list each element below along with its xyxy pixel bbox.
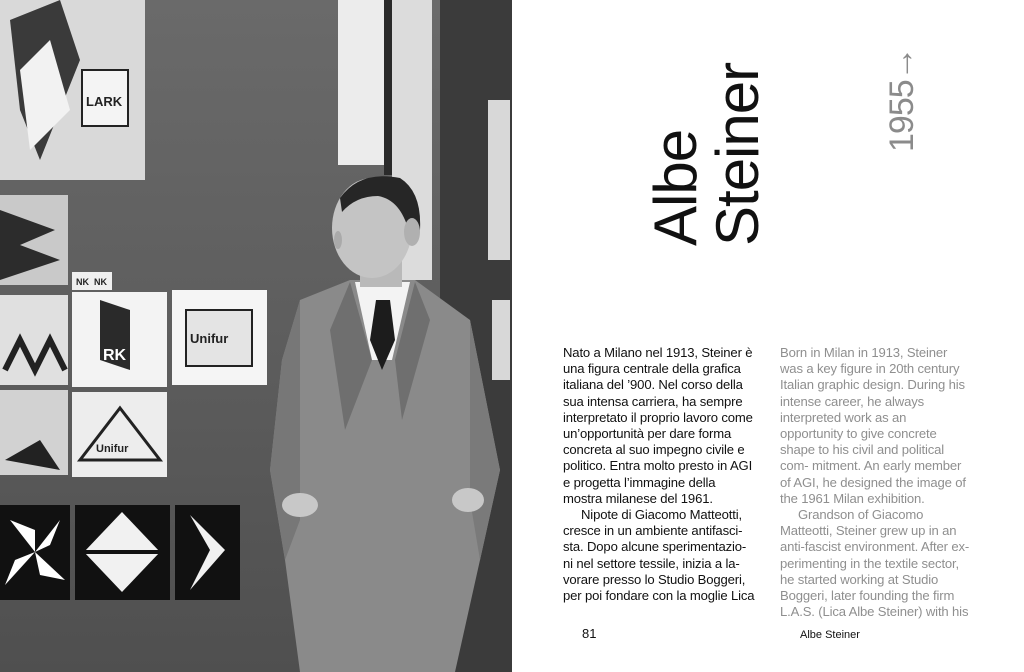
running-head: Albe Steiner [800, 629, 860, 641]
english-paragraph-1: Born in Milan in 1913, Steiner was a key figure in 20th century Italian graphic design. During his intense career, he always interpreted work as an opportunity to give concrete shape to his civil and political com- mitment. An early member of AGI, he designed the image of the 1961 Milan exhibition. [780, 345, 966, 506]
unifur-box-label: Unifur [190, 331, 229, 346]
italian-paragraph-1: Nato a Milano nel 1913, Steiner è una figura centrale della grafica italiana del ’900. Nel corso della sua intensa carriera, ha sempre interpretato il proprio lavoro come un’opportunità per dare forma concreta al suo impegno civile e politico. Entra molto presto in AGI e progetta l’immagine della mostra milanese del 1961. [563, 345, 753, 506]
nk-tag-2-label: NK [94, 277, 107, 287]
tile-pinwheel [0, 505, 70, 600]
rk-box-label: RK [103, 347, 127, 364]
title-line-1: Albe [642, 129, 709, 246]
italian-text-column [563, 345, 755, 604]
english-text-column [780, 345, 972, 620]
year-label: 1955→ [883, 47, 921, 152]
italian-paragraph-2: Nipote di Giacomo Matteotti, cresce in un ambiente antifasci- sta. Dopo alcune sperimentazio- ni nel settore tessile, inizia a la- vorare presso lo Studio Boggeri, per poi fondare con la moglie Lica [563, 507, 755, 604]
lark-box-label: LARK [86, 94, 123, 109]
unifur-triangle-box [72, 392, 167, 477]
nk-tag-1-label: NK [76, 277, 89, 287]
tile-chevron [175, 505, 240, 600]
artist-name-title [642, 36, 775, 246]
page-number: 81 [582, 626, 597, 641]
english-paragraph-2: Grandson of Giacomo Matteotti, Steiner grew up in an anti-fascist environment. After ex- perimenting in the textile sector, he started working at Studio Boggeri, later founding the firm L.A.S. (Lica Albe Steiner) with his [780, 507, 970, 620]
white-pillar [338, 0, 386, 165]
title-line-2: Steiner [704, 62, 771, 246]
unifur-triangle-label: Unifur [96, 443, 129, 455]
